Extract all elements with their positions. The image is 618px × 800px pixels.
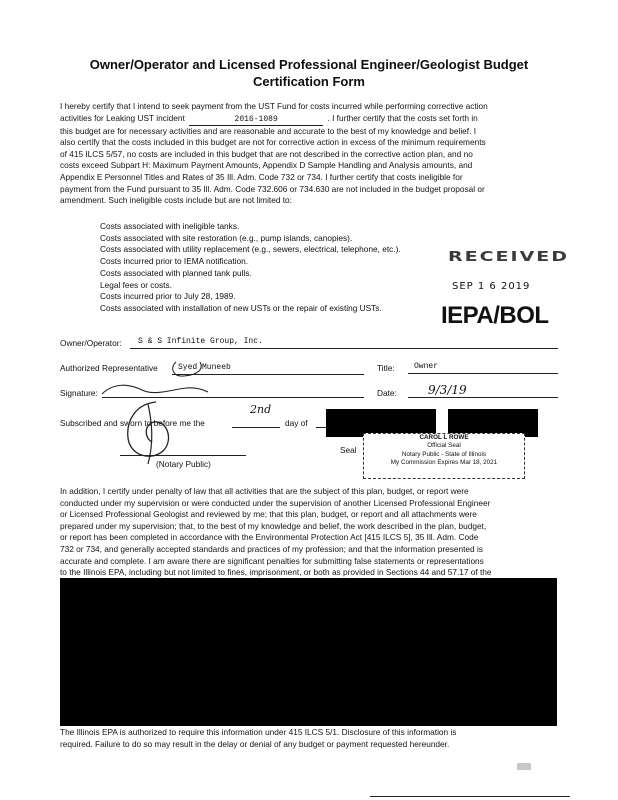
certification-line: this budget are for necessary activities and are reasonable and accurate to the best of my knowledge and belief. I <box>60 125 477 136</box>
list-item: Costs associated with planned tank pulls. <box>100 267 252 278</box>
penalty-line: or Licensed Professional Geologist and reviewed by me; that this plan, budget, or report and all attachments were <box>60 509 477 520</box>
seal-label: Seal <box>340 445 357 455</box>
authorized-rep-label: Authorized Representative <box>60 363 158 373</box>
title-field[interactable]: Owner <box>414 362 439 371</box>
footer-paragraph <box>60 727 570 750</box>
day-of-label: day of <box>285 418 308 428</box>
day-field[interactable]: 2nd <box>250 403 272 416</box>
received-stamp: RECEIVED <box>448 249 570 265</box>
owner-operator-line <box>130 348 558 349</box>
certification-line: costs exceed Subpart H: Maximum Payment Amounts, Appendix D Sample Handling and Analysis amounts, and <box>60 160 473 171</box>
penalty-line: 732 or 734, and generally accepted standards and practices of my profession; and that the information presented is <box>60 543 483 554</box>
rep-name-circle-mark <box>170 359 210 379</box>
form-title-line-2: Certification Form <box>253 74 365 89</box>
penalty-line: conducted under my supervision or were conducted under the supervision of another Licensed Professional Engineer <box>60 497 491 508</box>
certification-line: Appendix E Personnel Titles and Rates of 35 Ill. Adm. Code 732 or 734. I further certify that costs ineligible for <box>60 171 463 182</box>
list-item: Costs associated with site restoration (e.g., pump islands, canopies). <box>100 232 353 243</box>
date-label: Date: <box>377 388 397 398</box>
title-line <box>408 373 558 374</box>
scan-artifact <box>517 763 531 770</box>
notary-seal-line: Notary Public - State of Illinois <box>402 450 486 458</box>
penalty-line: In addition, I certify under penalty of law that all activities that are the subject of this plan, budget, or report were <box>60 486 469 496</box>
incident-line-suffix: . I further certify that the costs set forth in <box>327 112 478 123</box>
incident-label: activities for Leaking UST incident <box>60 112 185 123</box>
certification-paragraph <box>60 101 570 207</box>
penalty-line: to the Illinois EPA, including but not limited to fines, imprisonment, or both as provided in Sections 44 and 57.17 of the <box>60 567 492 578</box>
penalty-paragraph <box>60 486 570 579</box>
owner-operator-field[interactable]: S & S Infinite Group, Inc. <box>138 337 263 346</box>
signature-label: Signature: <box>60 388 98 398</box>
notary-line <box>120 455 246 456</box>
certification-line: payment from the Fund pursuant to 35 Ill. Adm. Code 732.606 or 734.630 are not included in the budget proposal or <box>60 183 485 194</box>
owner-operator-label: Owner/Operator: <box>60 338 122 348</box>
form-title-line-1: Owner/Operator and Licensed Professional Engineer/Geologist Budget <box>89 57 529 72</box>
bottom-edge-line <box>370 796 570 797</box>
notary-public-label: (Notary Public) <box>156 459 211 469</box>
date-line <box>408 397 558 398</box>
list-item: Costs associated with installation of new USTs or the repair of existing USTs. <box>100 302 382 313</box>
certification-line: also certify that the costs included in this budget are not for corrective action in excess of the minimum requirements <box>60 137 486 148</box>
penalty-line: prepared under my supervision; that, to the best of my knowledge and belief, the work described in the plan, budget, <box>60 520 487 531</box>
list-item: Costs associated with utility replacement (e.g., sewers, electrical, telephone, etc.). <box>100 244 401 255</box>
list-item: Costs associated with ineligible tanks. <box>100 221 240 231</box>
list-item: Legal fees or costs. <box>100 279 172 290</box>
certification-incident-line <box>60 113 570 126</box>
certification-line: I hereby certify that I intend to seek payment from the UST Fund for costs incurred while performing corrective action <box>60 101 488 111</box>
notary-seal-name: CAROL L ROWE <box>419 434 469 441</box>
ineligible-costs-list <box>100 221 460 315</box>
form-title <box>0 56 618 90</box>
notary-seal <box>363 433 525 479</box>
received-stamp-date: SEP 1 6 2019 <box>452 281 531 292</box>
list-item: Costs incurred prior to IEMA notification. <box>100 256 249 267</box>
title-label: Title: <box>377 363 395 373</box>
penalty-line: accurate and complete. I am aware there are significant penalties for submitting false statements or representations <box>60 555 484 566</box>
authorized-rep-field[interactable]: Syed Muneeb <box>178 363 231 372</box>
notary-seal-line: Official Seal <box>427 442 461 450</box>
agency-stamp: IEPA/BOL <box>441 302 549 329</box>
incident-number-field[interactable]: 2016-1089 <box>189 115 323 126</box>
date-field[interactable]: 9/3/19 <box>428 383 467 397</box>
list-item: Costs incurred prior to July 28, 1989. <box>100 291 236 302</box>
subscribed-label: Subscribed and sworn to before me the <box>60 418 205 428</box>
redaction-block <box>60 578 557 726</box>
certification-line: of 415 ILCS 5/57, no costs are included in this budget that are not described in the corrective action plan, and no <box>60 148 473 159</box>
notary-seal-line: My Commission Expires Mar 18, 2021 <box>390 459 498 467</box>
day-line <box>232 427 280 428</box>
footer-line: required. Failure to do so may result in the delay or denial of any budget or payment requested hereunder. <box>60 738 450 749</box>
certification-line: amendment. Such ineligible costs include but are not limited to: <box>60 195 292 206</box>
footer-line: The Illinois EPA is authorized to require this information under 415 ILCS 5/1. Disclosure of this information is <box>60 727 457 737</box>
penalty-line: or report has been completed in accordance with the Environmental Protection Act [415 ILCS 5], 35 Ill. Adm. Code <box>60 532 479 543</box>
